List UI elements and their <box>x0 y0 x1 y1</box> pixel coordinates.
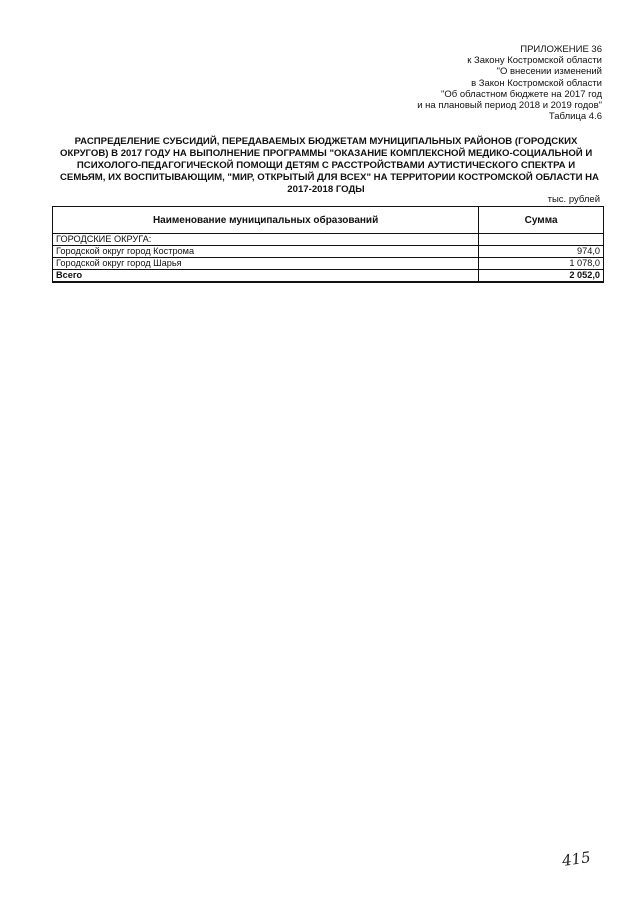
units-label: тыс. рублей <box>547 194 600 205</box>
title-line-4: СЕМЬЯМ, ИХ ВОСПИТЫВАЮЩИМ, "МИР, ОТКРЫТЫЙ ДЛЯ ВСЕХ" НА ТЕРРИТОРИИ КОСТРОМСКОЙ ОБЛАСТИ НА <box>60 172 599 183</box>
appendix-law-title-4: и на плановый период 2018 и 2019 годов" <box>417 100 602 112</box>
header-name: Наименование муниципальных образований <box>53 207 479 234</box>
row-sum: 1 078,0 <box>479 258 604 270</box>
document-title <box>60 136 599 196</box>
appendix-law-title-2: в Закон Костромской области <box>471 77 602 89</box>
appendix-law-title-1: "О внесении изменений <box>496 66 602 78</box>
handwritten-page-number: 415 <box>560 848 592 870</box>
title-line-2: ОКРУГОВ) В 2017 ГОДУ НА ВЫПОЛНЕНИЕ ПРОГРАММЫ "ОКАЗАНИЕ КОМПЛЕКСНОЙ МЕДИКО-СОЦИАЛЬНОЙ И <box>60 148 593 159</box>
row-name: Городской округ город Кострома <box>53 246 479 258</box>
row-name: Городской округ город Шарья <box>53 258 479 270</box>
title-line-5: 2017-2018 ГОДЫ <box>287 184 365 195</box>
title-line-1: РАСПРЕДЕЛЕНИЕ СУБСИДИЙ, ПЕРЕДАВАЕМЫХ БЮДЖЕТАМ МУНИЦИПАЛЬНЫХ РАЙОНОВ (ГОРОДСКИХ <box>74 136 578 147</box>
group-label: ГОРОДСКИЕ ОКРУГА: <box>53 234 479 246</box>
appendix-number: ПРИЛОЖЕНИЕ 36 <box>520 44 602 55</box>
row-sum: 974,0 <box>479 246 604 258</box>
appendix-law-ref: к Закону Костромской области <box>467 55 602 67</box>
table-number: Таблица 4.6 <box>548 111 602 123</box>
total-sum: 2 052,0 <box>479 270 604 283</box>
table-row <box>53 258 604 270</box>
table-header-row <box>53 207 604 234</box>
title-line-3: ПСИХОЛОГО-ПЕДАГОГИЧЕСКОЙ ПОМОЩИ ДЕТЯМ С РАССТРОЙСТВАМИ АУТИСТИЧЕСКОГО СПЕКТРА И <box>76 160 576 171</box>
header-sum: Сумма <box>479 207 604 234</box>
appendix-header <box>417 44 602 122</box>
appendix-law-title-3: "Об областном бюджете на 2017 год <box>441 88 602 100</box>
table-group-row <box>53 234 604 246</box>
group-empty-cell <box>479 234 604 246</box>
table-total-row <box>53 270 604 283</box>
total-label: Всего <box>53 270 479 283</box>
subsidy-table <box>52 206 604 283</box>
table-row <box>53 246 604 258</box>
